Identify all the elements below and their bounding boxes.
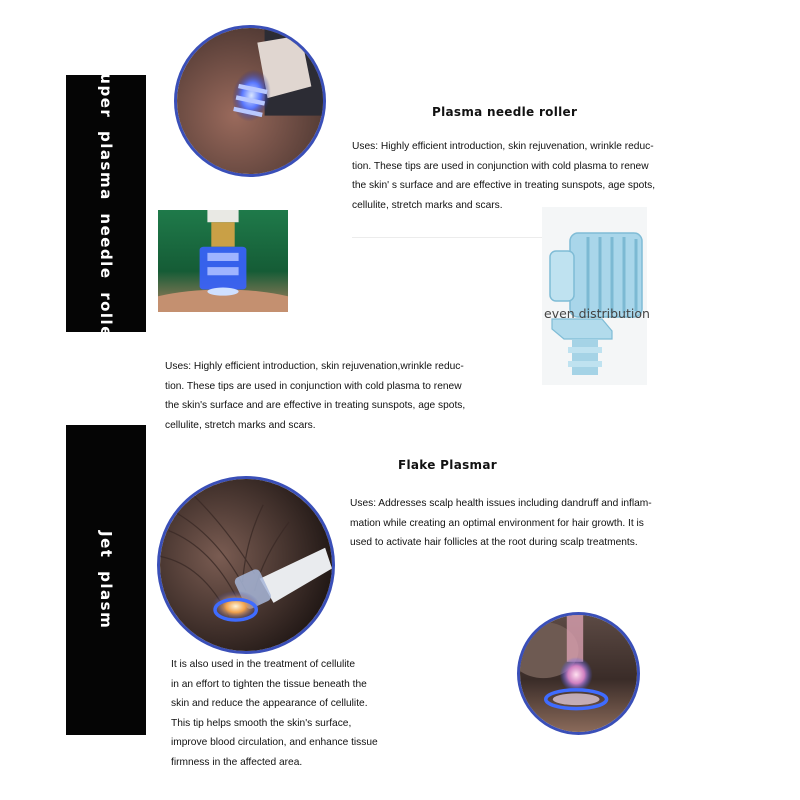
jet-plasma-tip-photo xyxy=(517,612,640,735)
description-line: mation while creating an optimal environment for hair growth. It is xyxy=(350,517,644,529)
description-line: the skin' s surface and are effective in treating sunspots, age spots, xyxy=(352,180,656,191)
description-line: in an effort to tighten the tissue beneath the xyxy=(171,678,367,690)
description-line: Uses: Addresses scalp health issues including dandruff and inflam- xyxy=(350,498,652,509)
scalp-treatment-photo xyxy=(157,476,335,654)
description-line: This tip helps smooth the skin's surface, xyxy=(171,717,352,729)
plasma-needle-roller-title: Plasma needle roller xyxy=(432,105,578,119)
sidebar-label-super-plasma: Super plasma needle roller xyxy=(97,60,115,347)
description-line: cellulite, stretch marks and scars. xyxy=(165,419,316,431)
description-line: improve blood circulation, and enhance tissue xyxy=(171,737,378,748)
plasma-tip-photo xyxy=(158,210,288,312)
description-line: It is also used in the treatment of cellulite xyxy=(171,659,356,670)
description-line: tion. These tips are used in conjunction with cold plasma to renew xyxy=(165,380,462,392)
flake-plasmar-title: Flake Plasmar xyxy=(398,458,497,472)
description-line: the skin's surface and are effective in treating sunspots, age spots, xyxy=(165,400,466,411)
sidebar-section-super-plasma xyxy=(66,60,146,347)
description-line: Uses: Highly efficient introduction, skin rejuvenation,wrinkle reduc- xyxy=(165,361,464,372)
description-line: used to activate hair follicles at the root during scalp treatments. xyxy=(350,537,638,548)
description-line: skin and reduce the appearance of cellulite. xyxy=(171,698,368,709)
flake-plasmar-description xyxy=(350,494,652,553)
cellulite-description xyxy=(171,655,378,772)
needle-roller-second-description xyxy=(165,357,465,435)
roller-diagram-image xyxy=(542,207,647,385)
sidebar-section-jet-plasm xyxy=(66,425,146,735)
description-line: tion. These tips are used in conjunction with cold plasma to renew xyxy=(352,160,649,172)
roller-diagram-label: even distribution xyxy=(544,306,650,321)
description-line: firmness in the affected area. xyxy=(171,756,303,768)
description-line: Uses: Highly efficient introduction, skin rejuvenation, wrinkle reduc- xyxy=(352,141,654,152)
description-line: cellulite, stretch marks and scars. xyxy=(352,199,503,211)
plasma-needle-roller-description xyxy=(352,137,655,215)
sidebar-label-jet-plasm: Jet plasm xyxy=(97,530,115,630)
divider-line xyxy=(352,237,542,238)
needle-roller-photo xyxy=(174,25,326,177)
